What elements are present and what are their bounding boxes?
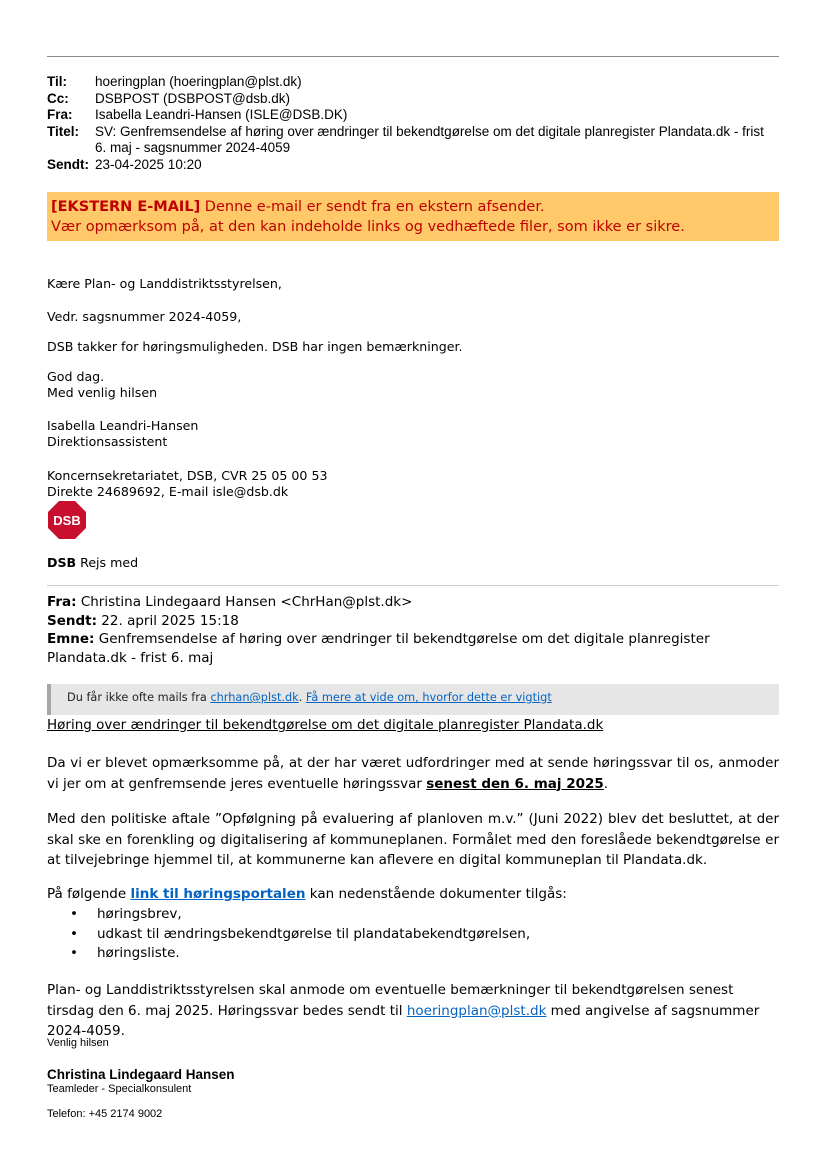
email-header bbox=[47, 74, 779, 173]
list-item bbox=[70, 944, 530, 964]
closing: Venlig hilsen bbox=[47, 1037, 109, 1049]
p3-text-a: På følgende bbox=[47, 886, 131, 902]
notice-email-link[interactable]: chrhan@plst.dk bbox=[210, 691, 299, 704]
top-divider bbox=[47, 56, 779, 57]
sender-notice bbox=[47, 684, 779, 715]
good-day: God dag. bbox=[47, 369, 105, 384]
paragraph-2: Med den politiske aftale ”Opfølgning på evaluering af planloven m.v.” (Juni 2022) blev det besluttet, at der skal ske en forenkling og digitalisering af kommuneplanen. Formålet med den foreslåede bekendtgørelse er at tilvejebringe hjemmel til, at kommunerne kan aflevere en digital kommuneplan til Plandata.dk. bbox=[47, 811, 779, 868]
hearing-email-link[interactable]: hoeringplan@plst.dk bbox=[406, 1002, 547, 1019]
cc-label: Cc: bbox=[47, 90, 69, 106]
title-value bbox=[95, 124, 779, 157]
from-value: Isabella Leandri-Hansen (ISLE@DSB.DK) bbox=[95, 107, 348, 122]
warning-text-1: Denne e-mail er sendt fra en ekstern afsender. bbox=[200, 199, 545, 215]
signature-phone: Telefon: +45 2174 9002 bbox=[47, 1108, 163, 1120]
fwd-sent-label: Sendt: bbox=[47, 612, 98, 629]
from-row bbox=[47, 107, 779, 124]
to-value: hoeringplan (hoeringplan@plst.dk) bbox=[95, 74, 302, 89]
sent-label: Sendt: bbox=[47, 156, 89, 172]
signature-name: Christina Lindegaard Hansen bbox=[47, 1067, 235, 1082]
sender-contact: Direkte 24689692, E-mail isle@dsb.dk bbox=[47, 484, 289, 499]
fwd-subject-label: Emne: bbox=[47, 631, 95, 647]
bullet: • bbox=[70, 906, 78, 922]
paragraph-4 bbox=[47, 980, 779, 1042]
title-row bbox=[47, 124, 779, 157]
external-email-warning bbox=[47, 192, 779, 241]
dsb-tagline bbox=[47, 555, 138, 572]
fwd-from-value: Christina Lindegaard Hansen <ChrHan@plst.dk> bbox=[76, 594, 413, 610]
reply-message: DSB takker for høringsmuligheden. DSB har ingen bemærkninger. bbox=[47, 339, 463, 354]
cc-row bbox=[47, 91, 779, 108]
title-value-line2: 6. maj - sagsnummer 2024-4059 bbox=[95, 140, 291, 155]
to-label: Til: bbox=[47, 74, 67, 89]
bullet: • bbox=[70, 925, 78, 942]
warning-line-1 bbox=[51, 198, 775, 218]
from-label: Fra: bbox=[47, 107, 73, 122]
cc-value: DSBPOST (DSBPOST@dsb.dk) bbox=[95, 90, 291, 106]
greeting: Kære Plan- og Landdistriktsstyrelsen, bbox=[47, 276, 282, 291]
signature-title: Teamleder - Specialkonsulent bbox=[47, 1083, 192, 1095]
tagline-rest: Rejs med bbox=[76, 555, 139, 570]
paragraph-3 bbox=[47, 884, 779, 905]
p4-text-b: med angivelse af sagsnummer 2024-4059. bbox=[47, 1002, 760, 1039]
paragraph-1 bbox=[47, 753, 779, 794]
reply-separator bbox=[47, 585, 779, 586]
notice-learn-more-link[interactable]: Få mere at vide om, hvorfor dette er vigtigt bbox=[305, 691, 552, 704]
fwd-sent-value: 22. april 2025 15:18 bbox=[97, 612, 239, 629]
hearing-heading: Høring over ændringer til bekendtgørelse om det digitale planregister Plandata.dk bbox=[47, 717, 604, 733]
external-tag: [EKSTERN E-MAIL] bbox=[51, 199, 201, 215]
fwd-subject-row bbox=[47, 630, 779, 667]
list-item-text: høringsbrev, bbox=[97, 906, 182, 922]
fwd-from-label: Fra: bbox=[47, 594, 77, 610]
dsb-logo bbox=[47, 500, 87, 540]
list-item-text: høringsliste. bbox=[97, 945, 180, 961]
title-label: Titel: bbox=[47, 123, 80, 139]
deadline-text: senest den 6. maj 2025 bbox=[426, 775, 604, 792]
p3-text-b: kan nedenstående dokumenter tilgås: bbox=[305, 886, 567, 902]
forwarded-header bbox=[47, 593, 779, 667]
dsb-logo-text: DSB bbox=[53, 513, 81, 528]
tagline-brand: DSB bbox=[47, 555, 77, 570]
sender-role: Direktionsassistent bbox=[47, 434, 168, 449]
fwd-subject-value: Genfremsendelse af høring over ændringer til bekendtgørelse om det digitale planregister Plandata.dk - frist 6. maj bbox=[47, 631, 710, 666]
list-item bbox=[70, 905, 530, 925]
to-row bbox=[47, 74, 779, 91]
p1-text: Da vi er blevet opmærksomme på, at der har været udfordringer med at sende høringssvar til os, anmoder vi jer om at genfremsende jeres eventuelle høringssvar bbox=[47, 755, 779, 792]
hearing-portal-link[interactable]: link til høringsportalen bbox=[130, 886, 306, 902]
case-reference: Vedr. sagsnummer 2024-4059, bbox=[47, 309, 242, 324]
document-list bbox=[70, 905, 530, 964]
title-value-line1: SV: Genfremsendelse af høring over ændringer til bekendtgørelse om det digitale planregister Plandata.dk - frist bbox=[95, 123, 764, 139]
fwd-sent-row bbox=[47, 612, 779, 631]
sent-row bbox=[47, 157, 779, 174]
notice-dot: . bbox=[298, 691, 306, 704]
p1-end: . bbox=[603, 775, 609, 792]
sender-name: Isabella Leandri-Hansen bbox=[47, 418, 199, 433]
bullet: • bbox=[70, 945, 78, 961]
warning-line-2: Vær opmærksom på, at den kan indeholde links og vedhæftede filer, som ikke er sikre. bbox=[51, 218, 685, 235]
sent-value: 23-04-2025 10:20 bbox=[95, 156, 202, 172]
regards: Med venlig hilsen bbox=[47, 385, 158, 400]
fwd-from-row bbox=[47, 593, 779, 612]
p4-text-a: Plan- og Landdistriktsstyrelsen skal anmode om eventuelle bemærkninger til bekendtgørelsen senest tirsdag den 6. maj 2025. Høringssvar bedes sendt til bbox=[47, 982, 734, 1019]
sender-org: Koncernsekretariatet, DSB, CVR 25 05 00 53 bbox=[47, 468, 328, 483]
list-item bbox=[70, 925, 530, 945]
notice-prefix: Du får ikke ofte mails fra bbox=[67, 691, 211, 704]
list-item-text: udkast til ændringsbekendtgørelse til plandatabekendtgørelsen, bbox=[97, 925, 531, 942]
